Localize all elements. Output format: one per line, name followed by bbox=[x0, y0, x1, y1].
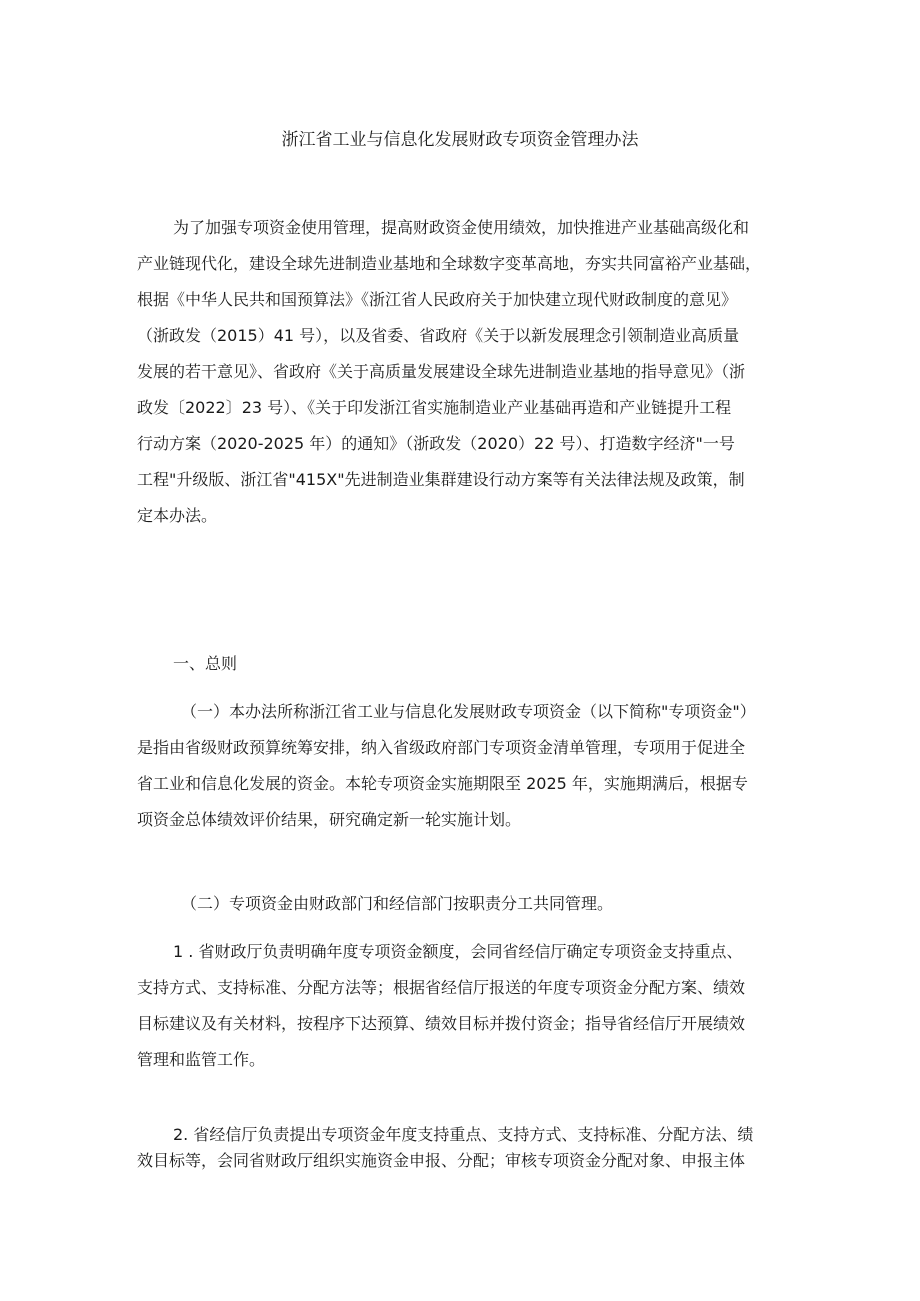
section-heading-text: 一、总则 bbox=[173, 654, 238, 673]
text-line: 是指由省级财政预算统筹安排，纳入省级政府部门专项资金清单管理，专项用于促进全 bbox=[137, 738, 746, 757]
text-line: 1 . 省财政厅负责明确年度专项资金额度，会同省经信厅确定专项资金支持重点、 bbox=[173, 942, 743, 961]
item-two-paragraph bbox=[137, 1122, 787, 1174]
text-line: 为了加强专项资金使用管理，提高财政资金使用绩效，加快推进产业基础高级化和 bbox=[173, 218, 750, 237]
preamble-paragraph bbox=[137, 210, 787, 534]
text-line: 目标建议及有关材料，按程序下达预算、绩效目标并拨付资金；指导省经信厅开展绩效 bbox=[137, 1014, 746, 1033]
text-line: 省工业和信息化发展的资金。本轮专项资金实施期限至 2025 年，实施期满后，根据专 bbox=[137, 774, 748, 793]
text-line: 效目标等，会同省财政厅组织实施资金申报、分配；审核专项资金分配对象、申报主体 bbox=[137, 1151, 746, 1170]
clause-one-paragraph bbox=[137, 694, 787, 838]
text-line: 工程"升级版、浙江省"415X"先进制造业集群建设行动方案等有关法律法规及政策，制 bbox=[137, 470, 745, 489]
text-line: 产业链现代化，建设全球先进制造业基地和全球数字变革高地，夯实共同富裕产业基础， bbox=[137, 254, 762, 273]
text-line: 定本办法。 bbox=[137, 506, 218, 525]
text-line: （浙政发（2015）41 号），以及省委、省政府《关于以新发展理念引领制造业高质量 bbox=[137, 326, 740, 345]
clause-two-paragraph bbox=[137, 886, 787, 922]
text-line: 根据《中华人民共和国预算法》《浙江省人民政府关于加快建立现代财政制度的意见》 bbox=[137, 290, 738, 309]
text-line: 行动方案（2020-2025 年）的通知》（浙政发（2020）22 号）、打造数字经济"一号 bbox=[137, 434, 735, 453]
text-line: 管理和监管工作。 bbox=[137, 1050, 266, 1069]
text-line: （二）专项资金由财政部门和经信部门按职责分工共同管理。 bbox=[181, 894, 614, 913]
text-line: （一）本办法所称浙江省工业与信息化发展财政专项资金（以下简称"专项资金"） bbox=[181, 702, 756, 721]
text-line: 支持方式、支持标准、分配方法等；根据省经信厅报送的年度专项资金分配方案、绩效 bbox=[137, 978, 746, 997]
text-line: 政发〔2022〕23 号）、《关于印发浙江省实施制造业产业基础再造和产业链提升工程 bbox=[137, 398, 732, 417]
text-line: 项资金总体绩效评价结果，研究确定新一轮实施计划。 bbox=[137, 810, 522, 829]
text-line: 发展的若干意见》、省政府《关于高质量发展建设全球先进制造业基地的指导意见》（浙 bbox=[137, 362, 746, 381]
text-line: 2. 省经信厅负责提出专项资金年度支持重点、支持方式、支持标准、分配方法、绩 bbox=[173, 1125, 754, 1144]
document-title: 浙江省工业与信息化发展财政专项资金管理办法 bbox=[281, 130, 639, 150]
section-heading bbox=[137, 646, 787, 682]
item-one-paragraph bbox=[137, 934, 787, 1078]
